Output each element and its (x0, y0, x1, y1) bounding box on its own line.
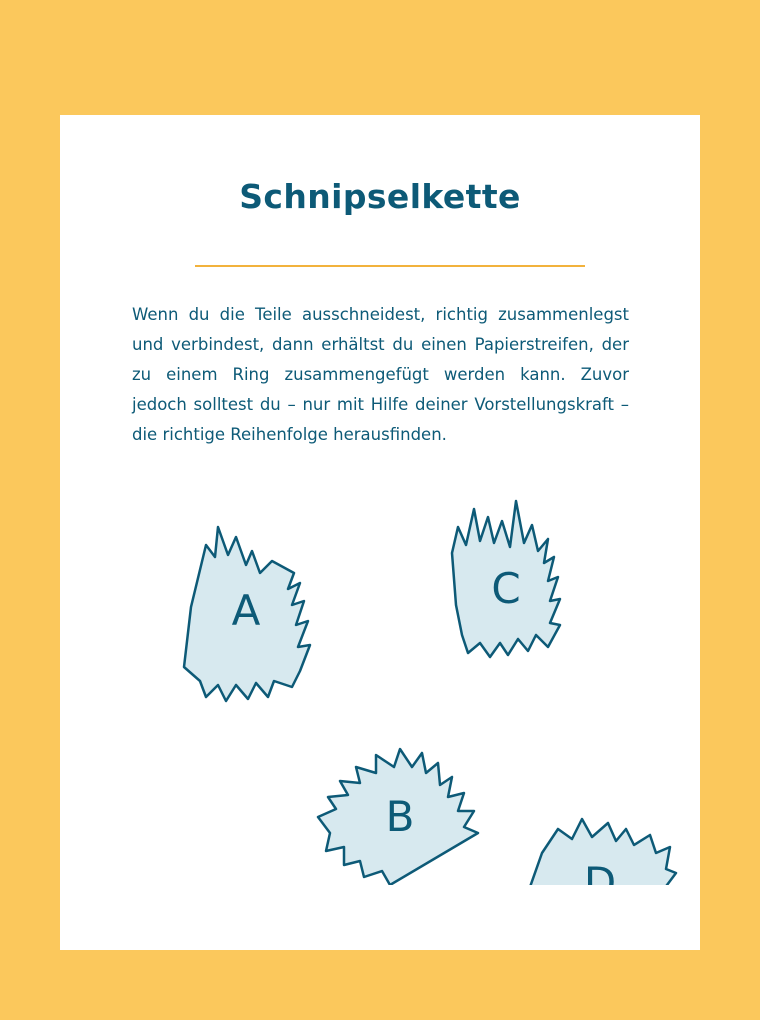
piece-label-c: C (491, 564, 521, 613)
piece-label-b: B (385, 792, 415, 841)
piece-label-a: A (231, 586, 261, 635)
paper-piece-a (184, 527, 310, 701)
page-title: Schnipselkette (239, 177, 521, 216)
paper-piece-b (318, 749, 478, 885)
paper-pieces-illustration (60, 485, 700, 885)
worksheet-card (60, 115, 700, 950)
instruction-text: Wenn du die Teile ausschneidest, richtig zusammenlegst und verbindest, dann erhältst du einen Papierstreifen, der zu einem Ring zusammengefügt werden kann. Zuvor jedoch solltest du – nur mit Hilfe deiner Vorstellungskraft – die richtige Reihenfolge herausfinden. (132, 305, 629, 444)
paper-piece-d (530, 819, 676, 885)
piece-label-d: D (583, 858, 617, 885)
title-divider (195, 265, 585, 267)
paper-piece-c (452, 501, 560, 657)
